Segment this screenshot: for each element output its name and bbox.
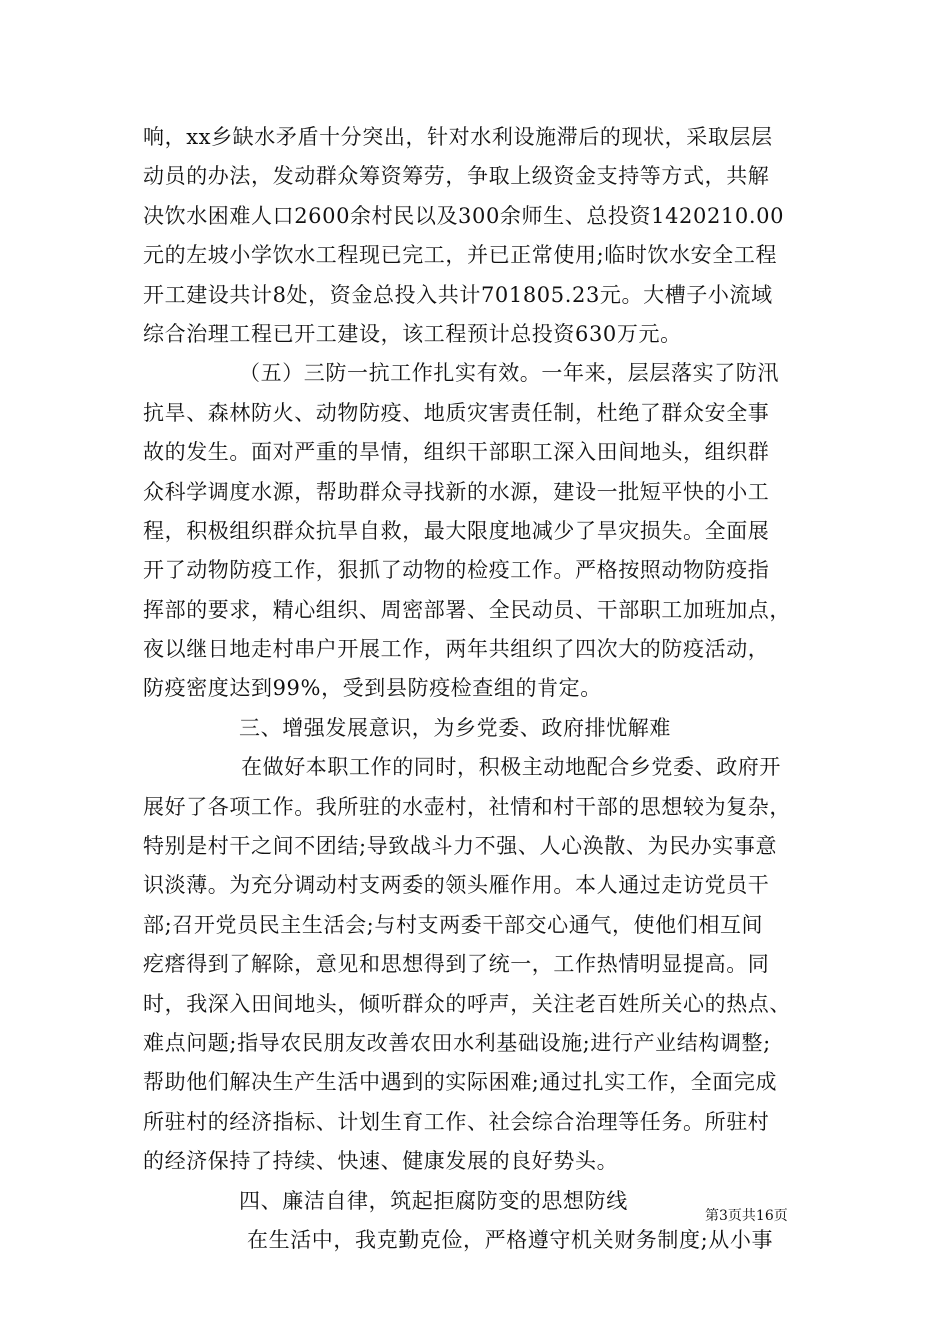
- text-line: 响，xx乡缺水矛盾十分突出，针对水利设施滞后的现状，采取层层: [143, 125, 773, 149]
- text-line: 疙瘩得到了解除，意见和思想得到了统一，工作热情明显提高。同: [143, 952, 770, 977]
- text-line: 程，积极组织群众抗旱自救，最大限度地减少了旱灾损失。全面展: [143, 518, 770, 543]
- text-line: 决饮水困难人口2600余村民以及300余师生、总投资1420210.00: [143, 203, 785, 228]
- text-line: 帮助他们解决生产生活中遇到的实际困难;通过扎实工作，全面完成: [143, 1070, 778, 1095]
- page-number: 第3页共16页: [705, 1208, 788, 1224]
- text-line: 开工建设共计8处，资金总投入共计701805.23元。大槽子小流域: [143, 282, 773, 307]
- text-line: 部;召开党员民主生活会;与村支两委干部交心通气，使他们相互间: [143, 912, 764, 937]
- text-line: 难点问题;指导农民朋友改善农田水利基础设施;进行产业结构调整;: [143, 1030, 771, 1055]
- text-line: 的经济保持了持续、快速、健康发展的良好势头。: [143, 1149, 619, 1174]
- text-line: 抗旱、森林防火、动物防疫、地质灾害责任制，杜绝了群众安全事: [143, 400, 770, 425]
- text-line: 动员的办法，发动群众筹资筹劳，争取上级资金支持等方式，共解: [143, 164, 770, 189]
- text-line: 夜以继日地走村串户开展工作，两年共组织了四次大的防疫活动，: [143, 637, 770, 662]
- paragraph-heading-five: （五）三防一抗工作扎实有效。一年来，层层落实了防汛: [239, 361, 779, 386]
- text-line: 开了动物防疫工作，狠抓了动物的检疫工作。严格按照动物防疫指: [143, 558, 770, 583]
- text-line: 故的发生。面对严重的旱情，组织干部职工深入田间地头，组织群: [143, 440, 770, 465]
- text-line: 元的左坡小学饮水工程现已完工，并已正常使用;临时饮水安全工程: [143, 243, 778, 268]
- text-line: 防疫密度达到99%，受到县防疫检查组的肯定。: [143, 676, 602, 701]
- text-line: 特别是村干之间不团结;导致战斗力不强、人心涣散、为民办实事意: [143, 834, 778, 859]
- paragraph-start: 在做好本职工作的同时，积极主动地配合乡党委、政府开: [241, 755, 781, 780]
- text-line: 展好了各项工作。我所驻的水壶村，社情和村干部的思想较为复杂，: [143, 794, 791, 819]
- text-line: 众科学调度水源，帮助群众寻找新的水源，建设一批短平快的小工: [143, 479, 770, 504]
- text-line: 所驻村的经济指标、计划生育工作、社会综合治理等任务。所驻村: [143, 1109, 770, 1134]
- paragraph-start: 在生活中，我克勤克俭，严格遵守机关财务制度;从小事: [247, 1227, 774, 1252]
- body-text: [143, 118, 813, 1260]
- text-line: 挥部的要求，精心组织、周密部署、全民动员、干部职工加班加点，: [143, 597, 791, 622]
- text-line: 时，我深入田间地头，倾听群众的呼声，关注老百姓所关心的热点、: [143, 991, 791, 1016]
- section-heading-four: 四、廉洁自律，筑起拒腐防变的思想防线: [239, 1188, 628, 1213]
- text-line: 识淡薄。为充分调动村支两委的领头雁作用。本人通过走访党员干: [143, 873, 770, 898]
- section-heading-three: 三、增强发展意识，为乡党委、政府排忧解难: [239, 715, 671, 740]
- text-line: 综合治理工程已开工建设，该工程预计总投资630万元。: [143, 321, 682, 346]
